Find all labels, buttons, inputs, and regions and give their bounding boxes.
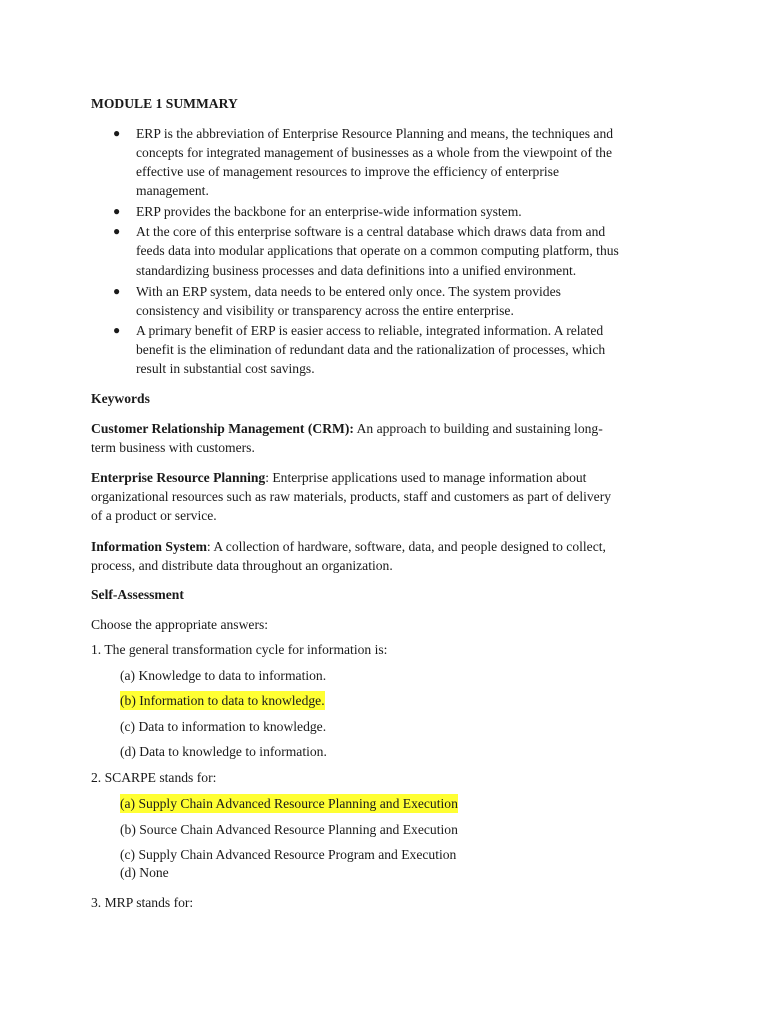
keyword-erp-line-1 <box>91 468 586 487</box>
question-1: 1. The general transformation cycle for information is: <box>91 642 388 657</box>
bullet-1-line-3: effective use of management resources to improve the efficiency of enterprise <box>136 164 559 179</box>
bullet-icon: ● <box>113 126 121 140</box>
bullet-1-line-4: management. <box>136 183 209 198</box>
bullet-5-line-2: benefit is the elimination of redundant data and the rationalization of processes, which <box>136 342 606 357</box>
bullet-icon: ● <box>113 284 121 298</box>
bullet-1-line-1: ERP is the abbreviation of Enterprise Resource Planning and means, the techniques and <box>136 126 614 141</box>
keyword-erp-line-2: organizational resources such as raw materials, products, staff and customers as part of delivery <box>91 489 612 504</box>
bullet-icon: ● <box>113 323 121 337</box>
bullet-5-line-1: A primary benefit of ERP is easier access to reliable, integrated information. A related <box>136 323 604 338</box>
q1-option-d: (d) Data to knowledge to information. <box>120 744 327 759</box>
bullet-icon: ● <box>113 224 121 238</box>
keyword-term: Enterprise Resource Planning <box>91 470 266 485</box>
self-assessment-heading: Self-Assessment <box>91 587 184 602</box>
bullet-5-line-3: result in substantial cost savings. <box>136 361 315 376</box>
q2-option-b: (b) Source Chain Advanced Resource Planning and Execution <box>120 822 458 837</box>
instructions-text: Choose the appropriate answers: <box>91 617 269 632</box>
keyword-term: Customer Relationship Management (CRM): <box>91 421 354 436</box>
q1-option-b-highlighted: (b) Information to data to knowledge. <box>120 693 325 708</box>
keyword-definition: : Enterprise applications used to manage information about <box>265 470 587 485</box>
bullet-3-line-3: standardizing business processes and data definitions into a unified environment. <box>136 263 577 278</box>
keyword-definition: : A collection of hardware, software, data, and people designed to collect, <box>206 539 606 554</box>
bullet-1-line-2: concepts for integrated management of businesses as a whole from the viewpoint of the <box>136 145 613 160</box>
q2-option-a-highlighted: (a) Supply Chain Advanced Resource Planning and Execution <box>120 796 458 811</box>
keyword-crm-line-1 <box>91 419 603 438</box>
bullet-3-line-1: At the core of this enterprise software is a central database which draws data from and <box>136 224 606 239</box>
bullet-2-line-1: ERP provides the backbone for an enterprise-wide information system. <box>136 204 522 219</box>
bullet-4-line-1: With an ERP system, data needs to be entered only once. The system provides <box>136 284 561 299</box>
bullet-icon: ● <box>113 204 121 218</box>
bullet-3-line-2: feeds data into modular applications that operate on a common computing platform, thus <box>136 243 619 258</box>
question-2: 2. SCARPE stands for: <box>91 770 217 785</box>
q2-option-c: (c) Supply Chain Advanced Resource Program and Execution <box>120 847 457 862</box>
question-3: 3. MRP stands for: <box>91 895 194 910</box>
q1-option-a: (a) Knowledge to data to information. <box>120 668 327 683</box>
keyword-is-line-2: process, and distribute data throughout an organization. <box>91 558 393 573</box>
keyword-erp-line-3: of a product or service. <box>91 508 217 523</box>
keyword-definition: An approach to building and sustaining long- <box>353 421 603 436</box>
bullet-4-line-2: consistency and visibility or transparency across the entire enterprise. <box>136 303 514 318</box>
q1-option-c: (c) Data to information to knowledge. <box>120 719 327 734</box>
keyword-is-line-1 <box>91 537 606 556</box>
module-title: MODULE 1 SUMMARY <box>91 96 238 111</box>
keywords-heading: Keywords <box>91 391 150 406</box>
q2-option-d: (d) None <box>120 865 169 880</box>
keyword-crm-line-2: term business with customers. <box>91 440 255 455</box>
keyword-term: Information System <box>91 539 207 554</box>
